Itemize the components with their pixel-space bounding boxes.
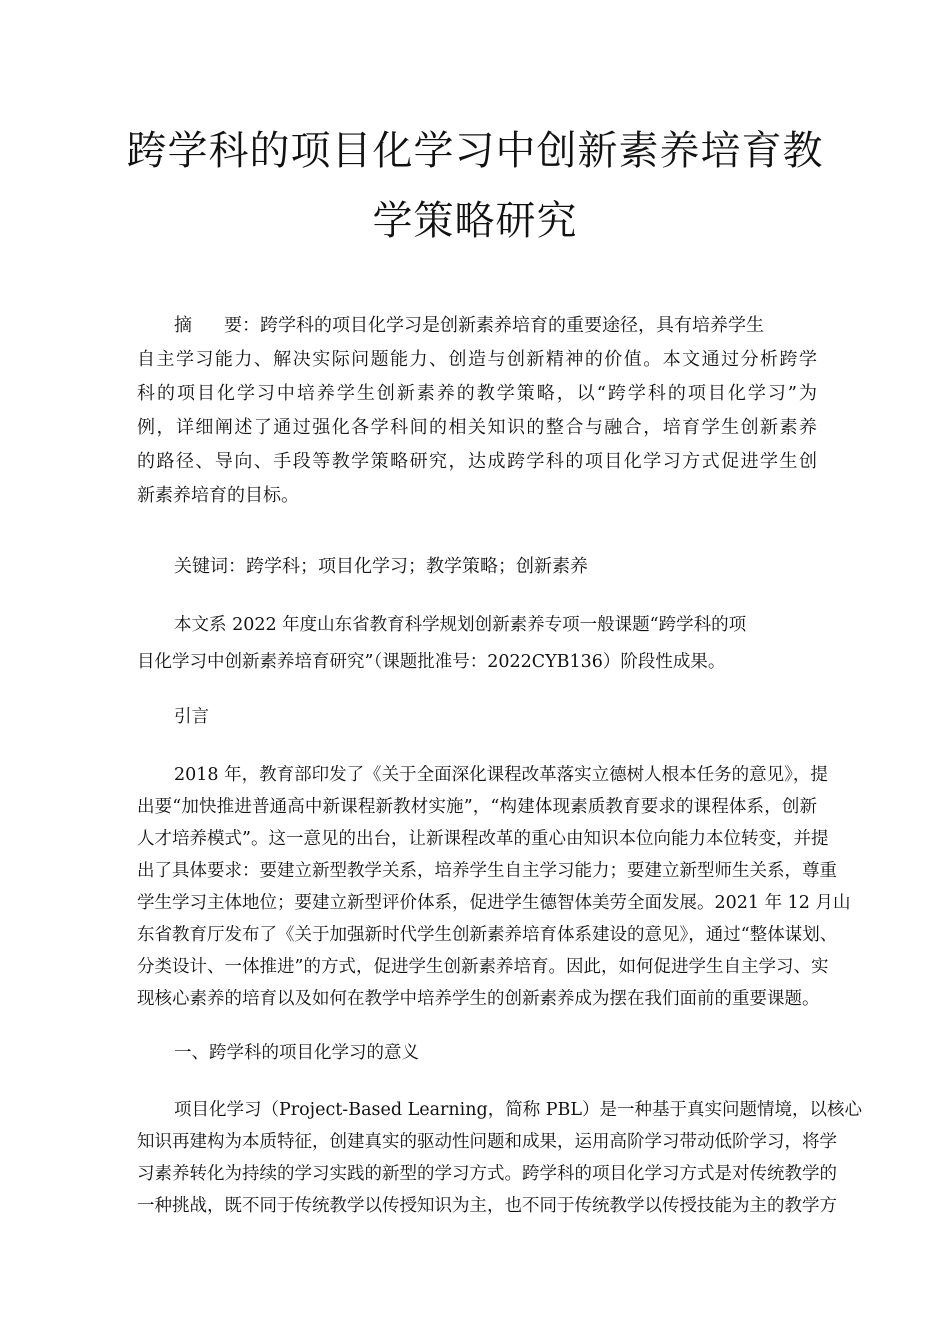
funding-line: 目化学习中创新素养培育研究”（课题批准号：2022CYB136）阶段性成果。 — [137, 652, 726, 672]
title-line-1: 跨学科的项目化学习中创新素养培育教 — [126, 128, 824, 174]
abstract-line: 例，详细阐述了通过强化各学科间的相关知识的整合与融合，培育学生创新素养 — [137, 417, 817, 438]
abstract-label-b: 要： — [224, 315, 260, 336]
abstract-text: 跨学科的项目化学习是创新素养培育的重要途径，具有培养学生 — [260, 315, 764, 336]
intro-line: 人才培养模式”。这一意见的出台，让新课程改革的重心由知识本位向能力本位转变，并提 — [137, 829, 829, 849]
section-line: 习素养转化为持续的学习实践的新型的学习方式。跨学科的项目化学习方式是对传统教学的 — [137, 1164, 837, 1184]
abstract-line: 自主学习能力、解决实际问题能力、创造与创新精神的价值。本文通过分析跨学 — [137, 349, 817, 370]
intro-line: 2018 年，教育部印发了《关于全面深化课程改革落实立德树人根本任务的意见》，提 — [174, 765, 828, 785]
title-line-2: 学策略研究 — [372, 198, 578, 244]
abstract-line: 新素养培育的目标。 — [137, 485, 299, 506]
abstract-line: 的路径、导向、手段等教学策略研究，达成跨学科的项目化学习方式促进学生创 — [137, 451, 817, 472]
section-heading: 一、跨学科的项目化学习的意义 — [174, 1043, 419, 1063]
section-line: 项目化学习（Project-Based Learning，简称 PBL）是一种基于真实问题情境，以核心 — [174, 1100, 863, 1120]
funding-line: 本文系 2022 年度山东省教育科学规划创新素养专项一般课题“跨学科的项 — [174, 615, 747, 635]
abstract-line: 科的项目化学习中培养学生创新素养的教学策略，以“跨学科的项目化学习”为 — [137, 383, 817, 404]
keywords: 关键词：跨学科；项目化学习；教学策略；创新素养 — [174, 556, 588, 577]
intro-line: 现核心素养的培育以及如何在教学中培养学生的创新素养成为摆在我们面前的重要课题。 — [137, 989, 820, 1009]
intro-line: 出了具体要求：要建立新型教学关系，培养学生自主学习能力；要建立新型师生关系，尊重 — [137, 861, 837, 881]
abstract-label-a: 摘 — [174, 315, 192, 336]
section-line: 一种挑战，既不同于传统教学以传授知识为主，也不同于传统教学以传授技能为主的教学方 — [137, 1196, 837, 1216]
intro-line: 东省教育厅发布了《关于加强新时代学生创新素养培育体系建设的意见》，通过“整体谋划、 — [137, 925, 838, 945]
abstract-line — [174, 314, 854, 338]
intro-heading: 引言 — [174, 707, 209, 727]
section-line: 知识再建构为本质特征，创建真实的驱动性问题和成果，运用高阶学习带动低阶学习，将学 — [137, 1132, 837, 1152]
intro-line: 出要“加快推进普通高中新课程新教材实施”，“构建体现素质教育要求的课程体系，创新 — [137, 797, 817, 817]
intro-line: 学生学习主体地位；要建立新型评价体系，促进学生德智体美劳全面发展。2021 年 12 月山 — [137, 893, 851, 913]
intro-line: 分类设计、一体推进”的方式，促进学生创新素养培育。因此，如何促进学生自主学习、实 — [137, 957, 829, 977]
